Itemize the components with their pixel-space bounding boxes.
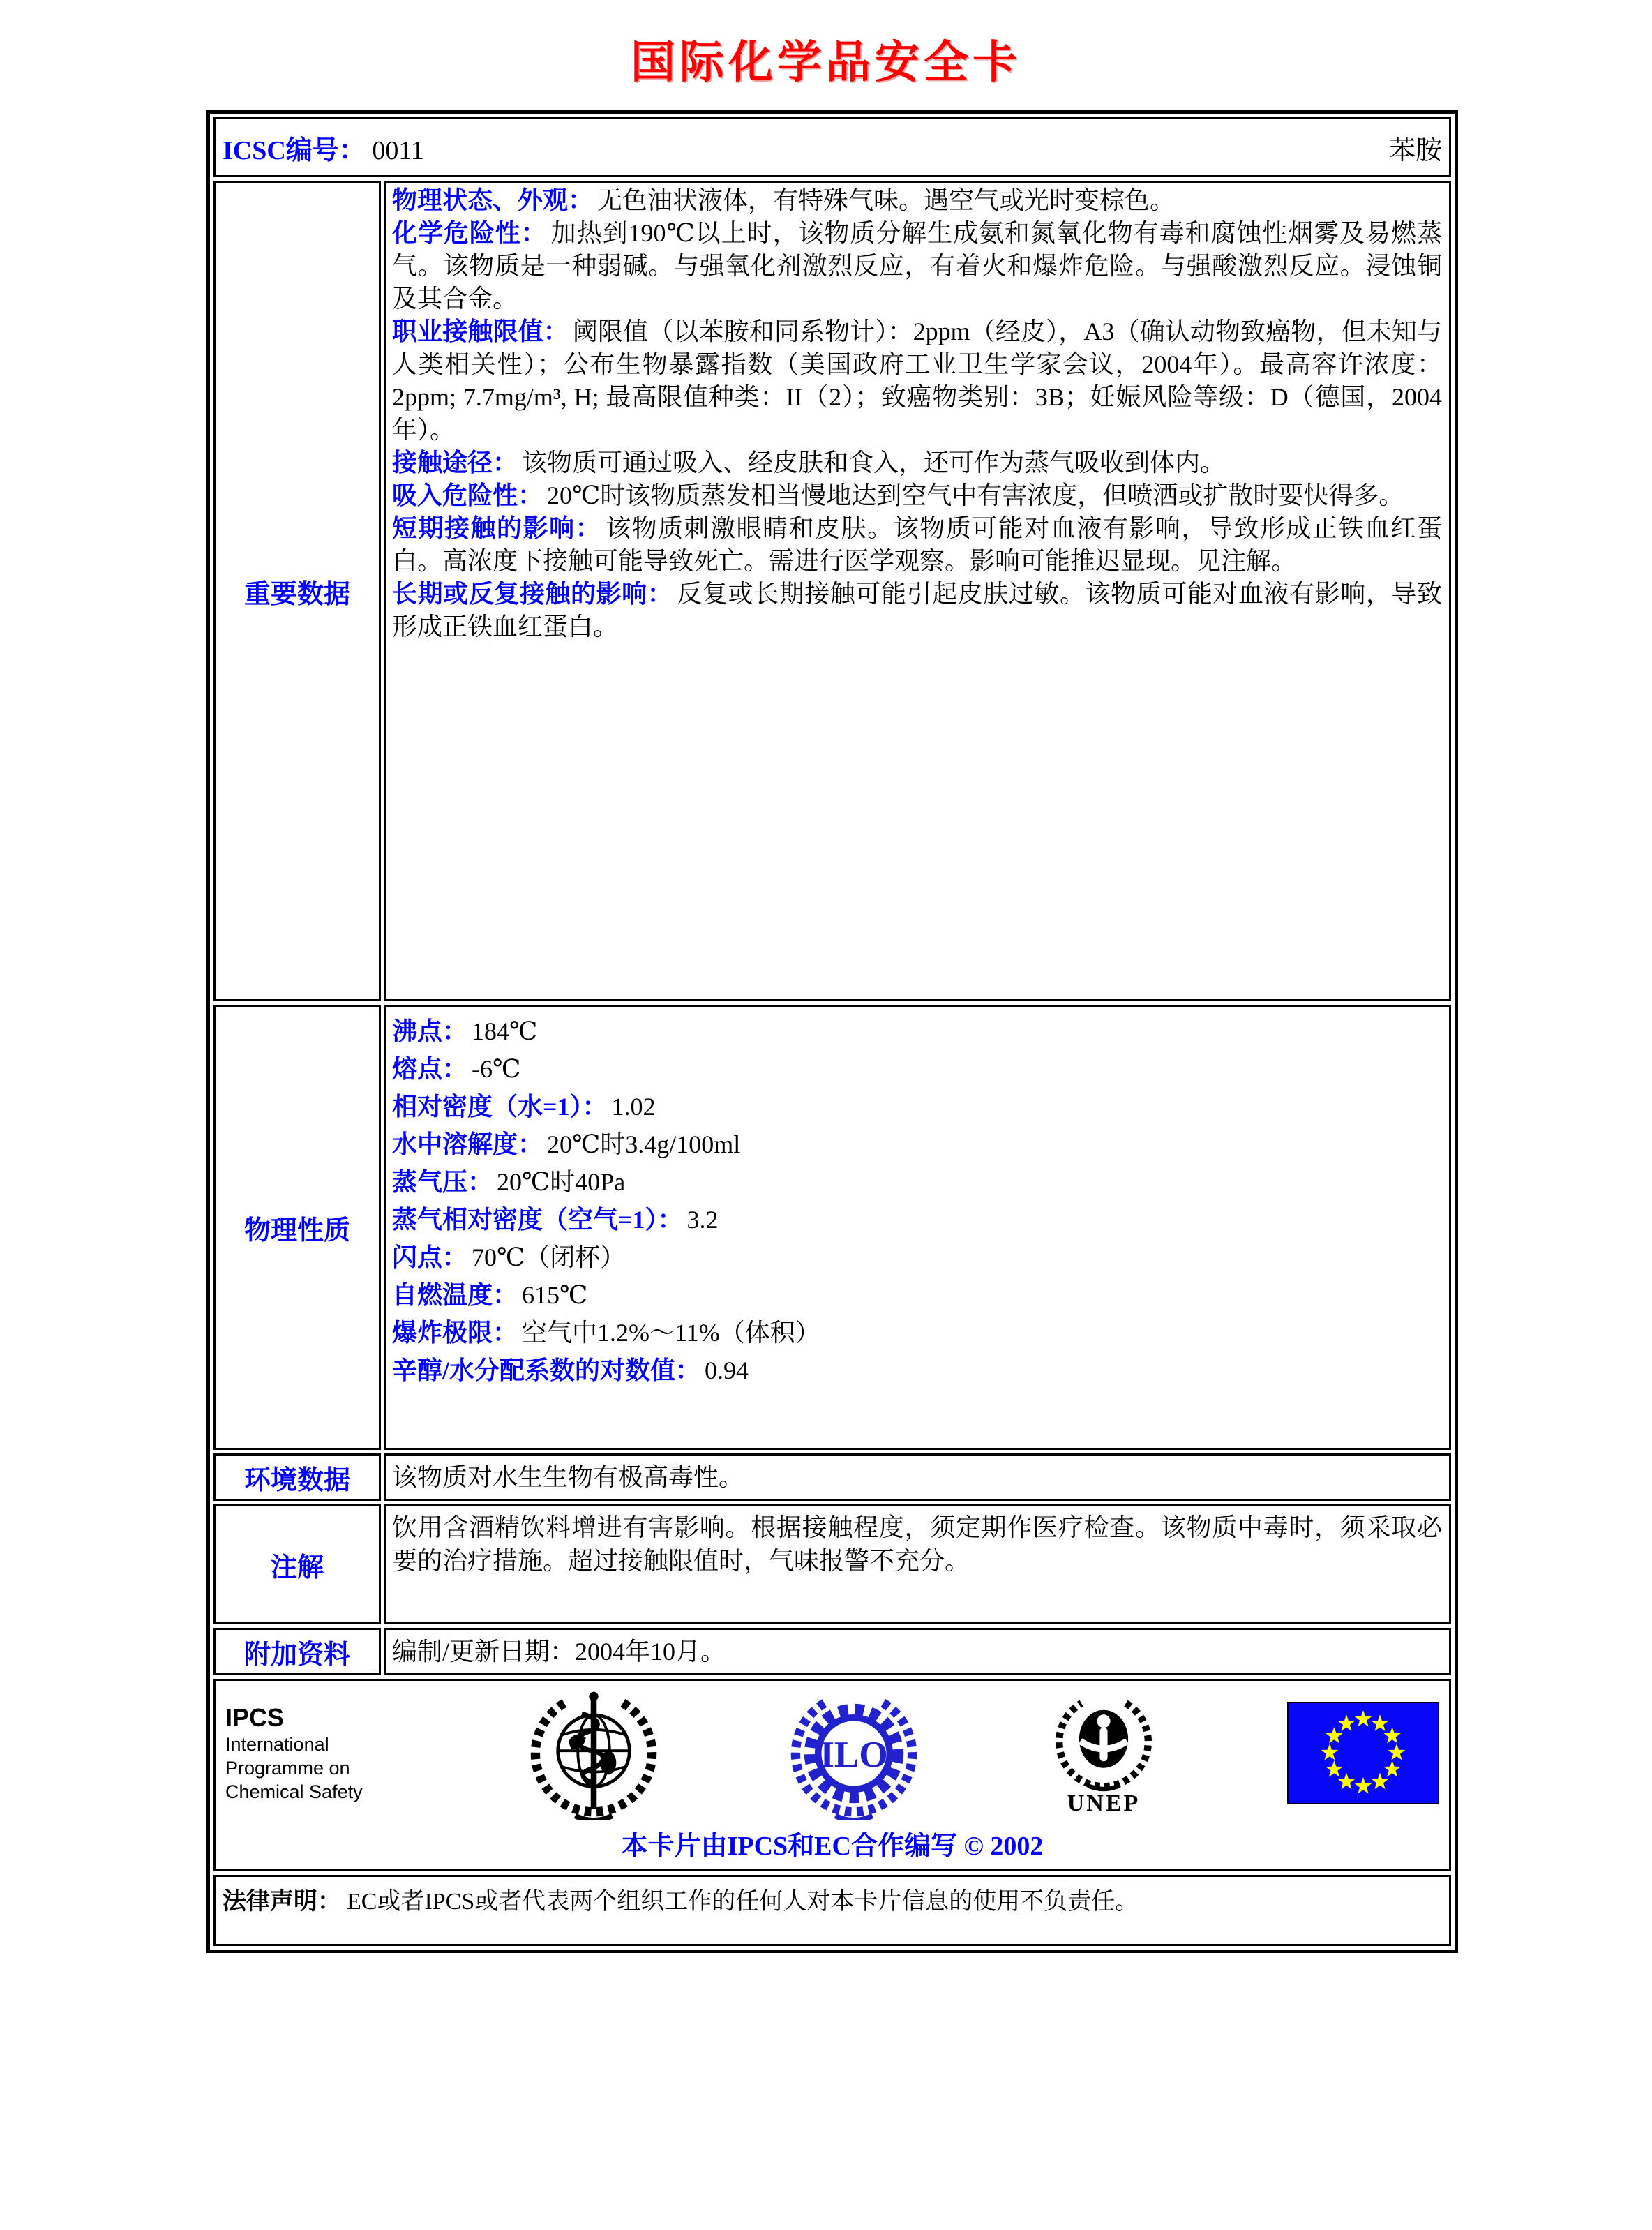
property-line <box>392 1125 1442 1163</box>
section-label-text: 物理性质 <box>243 1215 350 1245</box>
notes-row <box>213 1504 1451 1624</box>
field-label: 短期接触的影响： <box>392 514 602 542</box>
property-label: 辛醇/水分配系数的对数值： <box>392 1356 701 1384</box>
important-data-item <box>392 315 1442 447</box>
physical-properties-row <box>213 1005 1451 1450</box>
property-label: 闪点： <box>392 1243 468 1271</box>
section-label-additional-info <box>213 1628 381 1675</box>
logos-row <box>213 1679 1451 1871</box>
logos-strip <box>225 1685 1439 1821</box>
header-cell <box>213 117 1451 177</box>
icsc-number-group <box>223 128 424 167</box>
legal-row <box>213 1875 1451 1946</box>
property-value: 184℃ <box>472 1017 538 1045</box>
property-line <box>392 1050 1442 1088</box>
property-line <box>392 1239 1442 1276</box>
property-value: 1.02 <box>611 1093 656 1121</box>
field-value: 加热到190℃以上时，该物质分解生成氨和氮氧化物有毒和腐蚀性烟雾及易燃蒸气。该物质是一种弱碱。与强氧化剂激烈反应，有着火和爆炸危险。与强酸激烈反应。浸蚀铜及其合金。 <box>392 219 1442 313</box>
property-line <box>392 1163 1442 1201</box>
important-data-item <box>392 479 1442 512</box>
property-label: 相对密度（水=1）： <box>392 1093 608 1121</box>
important-data-item <box>392 578 1442 643</box>
field-value: 阈限值（以苯胺和同系物计）：2ppm（经皮），A3（确认动物致癌物，但未知与人类相关性）；公布生物暴露指数（美国政府工业卫生学家会议，2004年）。最高容许浓度：2ppm; 7.7mg/m³, H; 最高限值种类：II（2）；致癌物类别：3B；妊娠风险等级：D（德国，2004年）。 <box>392 317 1442 444</box>
environmental-data-text: 该物质对水生生物有极高毒性。 <box>392 1463 744 1491</box>
ilo-logo-icon <box>788 1687 920 1820</box>
property-value: 615℃ <box>522 1281 588 1309</box>
ipcs-subtitle-line: Chemical Safety <box>225 1781 363 1802</box>
section-label-text: 注解 <box>270 1552 324 1582</box>
copyright-text: © 2002 <box>963 1832 1044 1861</box>
section-label-notes <box>213 1504 381 1624</box>
icsc-number-label: ICSC编号： <box>223 135 366 165</box>
property-value: 20℃时40Pa <box>497 1168 626 1196</box>
property-value: 70℃（闭杯） <box>472 1243 626 1271</box>
section-label-text: 重要数据 <box>243 579 350 609</box>
section-label-physical-properties <box>213 1005 381 1450</box>
field-label: 职业接触限值： <box>392 317 569 345</box>
ipcs-text-block <box>225 1702 400 1804</box>
property-value: 空气中1.2%～11%（体积） <box>522 1319 820 1347</box>
who-logo-icon <box>527 1687 660 1820</box>
svg-text:ILO: ILO <box>820 1733 888 1775</box>
property-value: 0.94 <box>705 1356 749 1384</box>
field-label: 接触途径： <box>392 449 518 477</box>
property-label: 沸点： <box>392 1017 468 1045</box>
property-label: 爆炸极限： <box>392 1319 518 1347</box>
header-row <box>213 117 1451 177</box>
important-data-item <box>392 217 1442 315</box>
field-value: 20℃时该物质蒸发相当慢地达到空气中有害浓度，但喷洒或扩散时要快得多。 <box>547 481 1404 509</box>
additional-info-text: 编制/更新日期：2004年10月。 <box>392 1638 726 1666</box>
important-data-item <box>392 512 1442 578</box>
property-label: 自燃温度： <box>392 1281 518 1309</box>
field-label: 吸入危险性： <box>392 481 543 509</box>
icsc-number-value: 0011 <box>372 135 424 165</box>
section-label-important-data <box>213 181 381 1001</box>
field-value: 无色油状液体，有特殊气味。遇空气或光时变棕色。 <box>597 186 1176 214</box>
property-label: 蒸气压： <box>392 1168 493 1196</box>
page-title: 国际化学品安全卡 <box>631 38 1021 87</box>
important-data-item <box>392 184 1442 217</box>
environmental-data-row <box>213 1453 1451 1501</box>
credit-line <box>225 1824 1439 1862</box>
property-line <box>392 1012 1442 1050</box>
ipcs-subtitle-line: International <box>225 1734 329 1756</box>
field-value: 该物质可通过吸入、经皮肤和食入，还可作为蒸气吸收到体内。 <box>522 449 1226 477</box>
legal-label: 法律声明： <box>223 1889 341 1915</box>
property-line <box>392 1201 1442 1239</box>
property-line <box>392 1276 1442 1314</box>
notes-text: 饮用含酒精饮料增进有害影响。根据接触程度，须定期作医疗检查。该物质中毒时，须采取必要的治疗措施。超过接触限值时，气味报警不充分。 <box>392 1513 1442 1575</box>
credit-text: 本卡片由IPCS和EC合作编写 <box>621 1832 957 1861</box>
important-data-content <box>384 181 1451 1001</box>
notes-content <box>384 1504 1451 1624</box>
unep-caption: UNEP <box>1067 1790 1141 1816</box>
important-data-row <box>213 181 1451 1001</box>
property-label: 蒸气相对密度（空气=1）： <box>392 1206 683 1234</box>
section-label-environmental-data <box>213 1453 381 1501</box>
legal-cell <box>213 1875 1451 1946</box>
property-label: 熔点： <box>392 1055 468 1083</box>
property-line <box>392 1088 1442 1125</box>
field-label: 物理状态、外观： <box>392 186 594 214</box>
field-label: 化学危险性： <box>392 219 547 247</box>
unep-emblem <box>1048 1690 1159 1795</box>
chemical-name: 苯胺 <box>1388 135 1442 165</box>
property-line <box>392 1352 1442 1389</box>
property-value: 20℃时3.4g/100ml <box>547 1130 741 1158</box>
property-line <box>392 1314 1442 1352</box>
important-data-item <box>392 447 1442 479</box>
property-value: -6℃ <box>472 1055 521 1083</box>
field-value: 反复或长期接触可能引起皮肤过敏。该物质可能对血液有影响，导致形成正铁血红蛋白。 <box>392 580 1442 641</box>
field-label: 长期或反复接触的影响： <box>392 580 673 608</box>
section-label-text: 附加资料 <box>243 1640 350 1670</box>
property-value: 3.2 <box>686 1206 719 1234</box>
unep-logo-icon <box>1048 1690 1159 1817</box>
eu-flag-icon <box>1287 1702 1439 1804</box>
ipcs-title: IPCS <box>225 1703 285 1733</box>
legal-text: EC或者IPCS或者代表两个组织工作的任何人对本卡片信息的使用不负责任。 <box>347 1889 1139 1915</box>
environmental-data-content <box>384 1453 1451 1501</box>
physical-properties-content <box>384 1005 1451 1450</box>
property-label: 水中溶解度： <box>392 1130 543 1158</box>
logos-cell <box>213 1679 1451 1871</box>
additional-info-row <box>213 1628 1451 1675</box>
additional-info-content <box>384 1628 1451 1675</box>
ipcs-subtitle-line: Programme on <box>225 1758 350 1779</box>
icsc-card <box>206 110 1458 1953</box>
field-value: 该物质刺激眼睛和皮肤。该物质可能对血液有影响，导致形成正铁血红蛋白。高浓度下接触可能导致死亡。需进行医学观察。影响可能推迟显现。见注解。 <box>392 514 1442 575</box>
section-label-text: 环境数据 <box>243 1465 350 1495</box>
